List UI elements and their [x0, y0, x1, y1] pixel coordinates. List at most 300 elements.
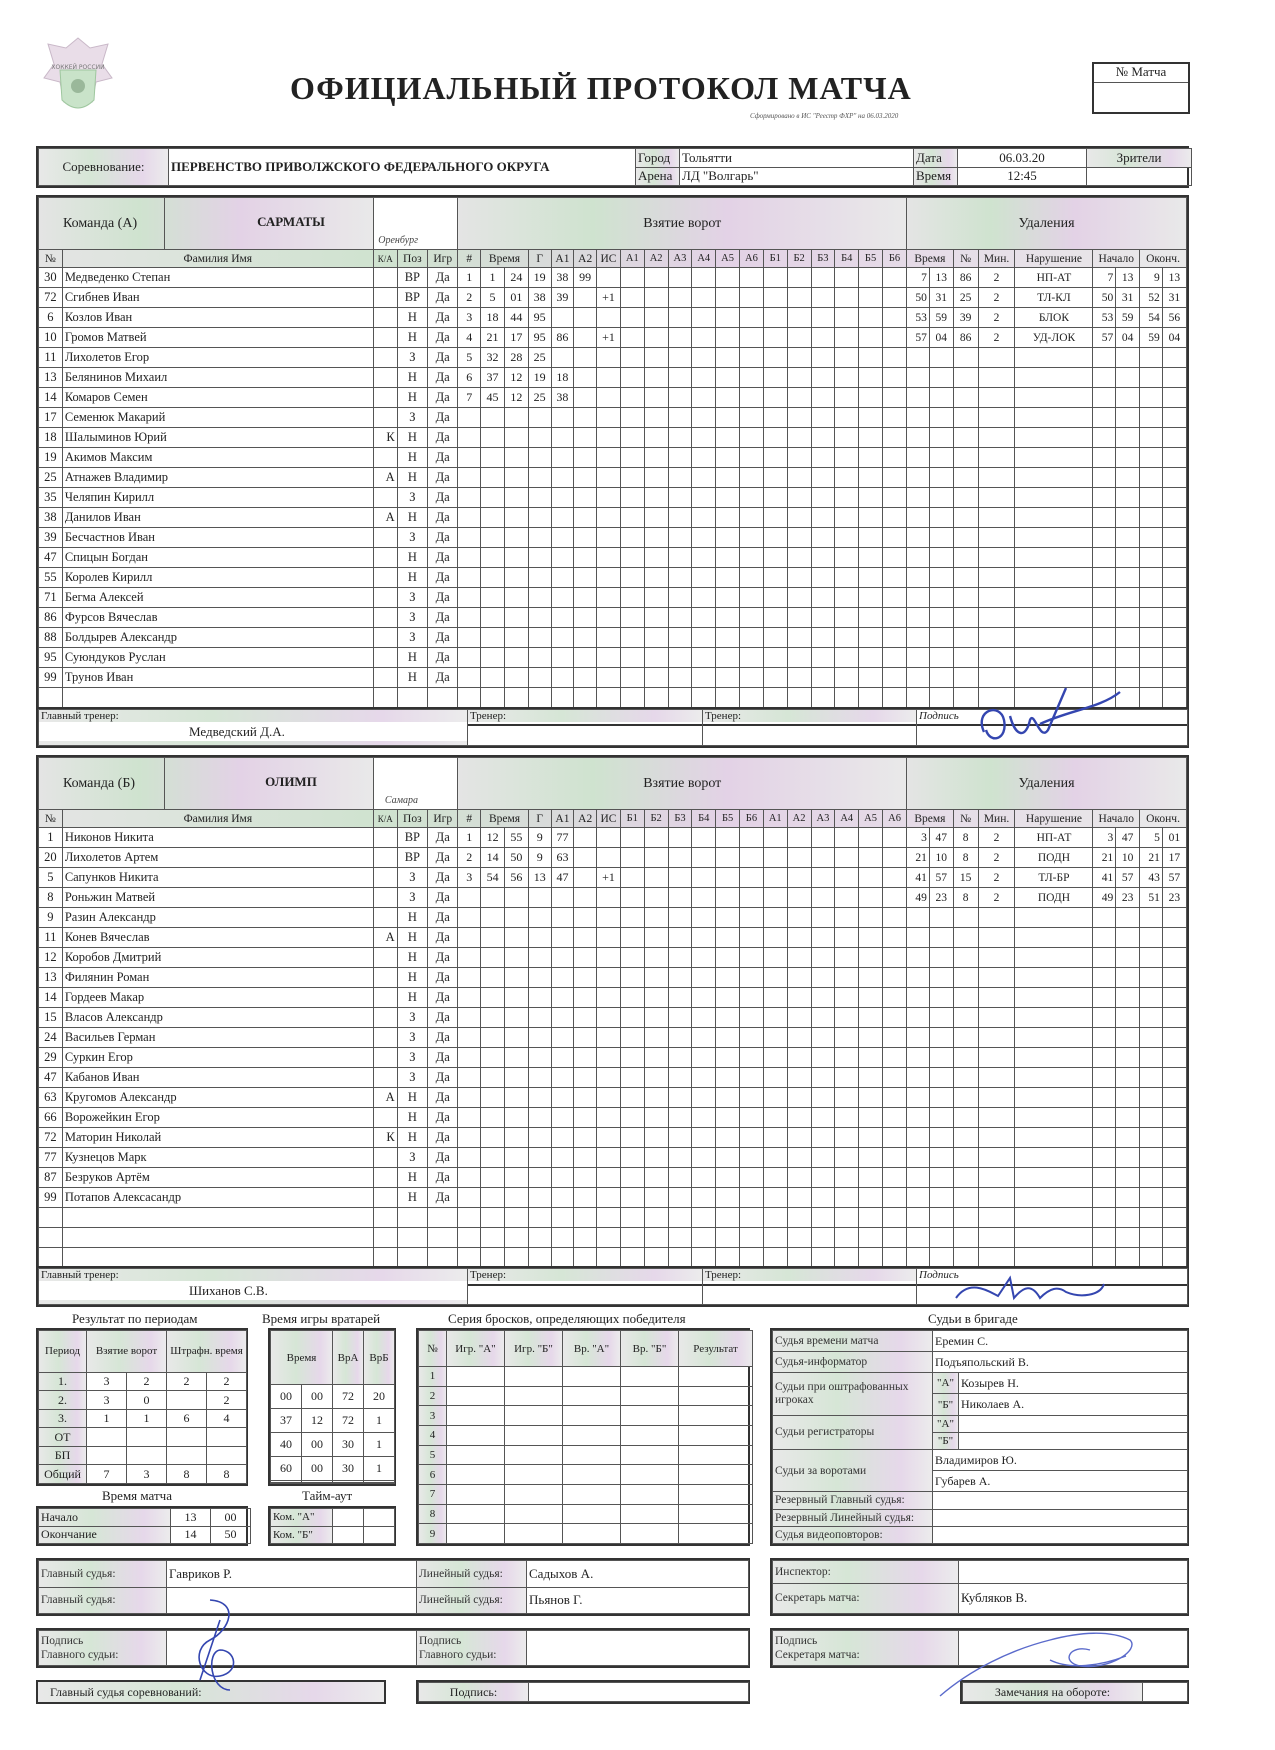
player-name: Белянинов Михаил [62, 368, 373, 388]
shootout-cell [505, 1425, 563, 1445]
penalty-num [953, 948, 978, 968]
goal-is [597, 888, 621, 908]
player-number: 77 [39, 1148, 63, 1168]
onice-cell [740, 308, 764, 328]
player-number: 17 [39, 408, 63, 428]
onice-cell [716, 1168, 740, 1188]
player-played: Да [428, 988, 458, 1008]
goal-ss [504, 408, 528, 428]
player-captain [373, 1168, 397, 1188]
pb-b-value: Николаев А. [959, 1394, 1188, 1415]
reserve-ref-label: Резервный Главный судья: [773, 1492, 933, 1509]
onice-cell [716, 1188, 740, 1208]
penalty-min [978, 588, 1015, 608]
onice-cell [859, 1208, 883, 1228]
onice-cell [644, 1068, 668, 1088]
goal-mm: 32 [481, 348, 505, 368]
goalie-row [271, 1409, 395, 1433]
onice-cell [763, 568, 787, 588]
onice-cell [859, 508, 883, 528]
page-subtitle: Сформировано в ИС "Реестр ФХР" на 06.03.2020 [750, 112, 899, 120]
goal-a2 [574, 1088, 597, 1108]
penalty-em [1140, 1228, 1163, 1248]
player-number: 11 [39, 348, 63, 368]
goal-ss: 50 [504, 848, 528, 868]
team_b-team-name-divider [164, 757, 165, 809]
onice-cell [668, 1228, 692, 1248]
player-captain [373, 948, 397, 968]
penalty-inf: ПОДН [1015, 848, 1093, 868]
onice-cell [763, 1148, 787, 1168]
player-position: ВР [397, 268, 427, 288]
player-captain [373, 288, 397, 308]
penalty-ss [929, 948, 953, 968]
onice-cell [835, 968, 859, 988]
player-number: 14 [39, 988, 63, 1008]
player-name: Филянин Роман [62, 968, 373, 988]
onice-cell [692, 348, 716, 368]
onice-cell [787, 1028, 811, 1048]
penalty-ss [929, 608, 953, 628]
onice-cell [740, 1048, 764, 1068]
goal-a1 [551, 1048, 574, 1068]
shootout-cell [505, 1386, 563, 1406]
player-played: Да [428, 868, 458, 888]
penalty-ss [929, 368, 953, 388]
player-played: Да [428, 648, 458, 668]
team_b-team-name: ОЛИМП [265, 774, 317, 789]
penalty-inf [1015, 488, 1093, 508]
team_b-h-onice-a-3: Б4 [692, 810, 716, 828]
penalty-em [1140, 608, 1163, 628]
penalty-es [1162, 428, 1186, 448]
penalty-ss [929, 508, 953, 528]
team_a-coach1-cell [468, 710, 703, 746]
player-captain [373, 1108, 397, 1128]
onice-cell [763, 288, 787, 308]
onice-cell [883, 1208, 907, 1228]
penalty-num [953, 908, 978, 928]
penalty-num [953, 348, 978, 368]
onice-cell [692, 1148, 716, 1168]
onice-cell [692, 648, 716, 668]
onice-cell [763, 828, 787, 848]
sig-main-ref-label-1: Подпись [41, 1635, 84, 1647]
onice-cell [644, 1188, 668, 1208]
penalty-es [1162, 1188, 1186, 1208]
onice-cell [716, 448, 740, 468]
penalty-ss [929, 1008, 953, 1028]
onice-cell [620, 428, 644, 448]
onice-cell [620, 828, 644, 848]
player-played: Да [428, 608, 458, 628]
onice-cell [787, 988, 811, 1008]
onice-cell [716, 908, 740, 928]
penalty-es [1162, 608, 1186, 628]
penalty-es [1162, 348, 1186, 368]
goal-n [458, 428, 481, 448]
onice-cell [763, 1188, 787, 1208]
player-played: Да [428, 908, 458, 928]
remarks-label: Замечания на обороте: [963, 1683, 1143, 1702]
team_b-h-played: Игр [428, 810, 458, 828]
onice-cell [787, 348, 811, 368]
onice-cell [740, 968, 764, 988]
player-captain [373, 408, 397, 428]
onice-cell [692, 1028, 716, 1048]
penalty-ss: 31 [929, 288, 953, 308]
team_b-head-coach-name: Шиханов С.В. [39, 1281, 467, 1300]
onice-cell [763, 668, 787, 688]
penalty-min [978, 1068, 1015, 1088]
penalty-em [1140, 908, 1163, 928]
team_a-h-onice-b-5: Б6 [882, 250, 906, 268]
goal-g [528, 1168, 551, 1188]
goal-is [597, 848, 621, 868]
onice-cell [883, 1008, 907, 1028]
player-captain [373, 888, 397, 908]
penalty-sm [1093, 528, 1116, 548]
team_a-team-label-text: Команда (А) [63, 215, 138, 231]
goal-n: 1 [458, 828, 481, 848]
onice-cell [883, 948, 907, 968]
goal-a2 [574, 528, 597, 548]
penalty-inf [1015, 468, 1093, 488]
onice-cell [692, 468, 716, 488]
goal-is [597, 528, 621, 548]
goal-mm [481, 988, 505, 1008]
goal-g: 25 [528, 388, 551, 408]
onice-cell [787, 668, 811, 688]
goal-mm [481, 428, 505, 448]
player-captain [373, 448, 397, 468]
onice-cell [787, 268, 811, 288]
onice-cell [859, 328, 883, 348]
goal-mm [481, 1248, 505, 1268]
onice-cell [716, 648, 740, 668]
goal-g [528, 888, 551, 908]
team_a-player-row [39, 588, 1187, 608]
penalty-ssec [1116, 1168, 1140, 1188]
onice-cell [787, 548, 811, 568]
penalty-num [953, 448, 978, 468]
player-played: Да [428, 428, 458, 448]
goal-a1 [551, 308, 574, 328]
team_b-player-row [39, 988, 1187, 1008]
goal-mm [481, 1008, 505, 1028]
goal-mm [481, 528, 505, 548]
goal-is [597, 948, 621, 968]
onice-cell [740, 828, 764, 848]
onice-cell [716, 668, 740, 688]
player-number [39, 688, 63, 708]
onice-cell [692, 988, 716, 1008]
team_b-team-label-text: Команда (Б) [63, 775, 136, 791]
goal-n [458, 908, 481, 928]
onice-cell [763, 308, 787, 328]
penalty-min [978, 648, 1015, 668]
goal-a2 [574, 408, 597, 428]
player-number: 1 [39, 828, 63, 848]
goal-g [528, 1008, 551, 1028]
match-number-box [1092, 62, 1190, 114]
penalty-inf [1015, 1088, 1093, 1108]
team_a-h-pen-end: Оконч. [1140, 250, 1187, 268]
goal-judge-2: Губарев А. [933, 1471, 1188, 1492]
onice-cell [835, 348, 859, 368]
goal-g: 25 [528, 348, 551, 368]
penalty-es [1162, 928, 1186, 948]
goal-mm [481, 1088, 505, 1108]
player-played: Да [428, 1168, 458, 1188]
goal-a2 [574, 1028, 597, 1048]
onice-cell [859, 588, 883, 608]
penalty-sm [1093, 1208, 1116, 1228]
informer-label: Судья-информатор [773, 1352, 933, 1373]
onice-cell [763, 1048, 787, 1068]
player-name [62, 688, 373, 708]
penalty-em [1140, 648, 1163, 668]
player-captain [373, 588, 397, 608]
onice-cell [668, 1248, 692, 1268]
onice-cell [740, 888, 764, 908]
penalty-mm [907, 348, 930, 368]
player-captain [373, 1068, 397, 1088]
goal-ss [504, 1048, 528, 1068]
onice-cell [859, 1088, 883, 1108]
player-name: Королев Кирилл [62, 568, 373, 588]
goalies-h-time: Время [271, 1331, 333, 1385]
onice-cell [811, 908, 835, 928]
penalty-ssec [1116, 408, 1140, 428]
time-value: 12:45 [958, 167, 1087, 186]
goalie-b: 20 [364, 1385, 395, 1409]
goal-ss [504, 1148, 528, 1168]
goal-ss [504, 1188, 528, 1208]
player-captain: А [373, 1088, 397, 1108]
competition-label: Соревнование: [39, 149, 169, 186]
shootout-cell [621, 1406, 679, 1426]
onice-cell [644, 988, 668, 1008]
penalty-min [978, 1028, 1015, 1048]
penalty-min [978, 948, 1015, 968]
player-name: Сапунков Никита [62, 868, 373, 888]
team_a-player-row [39, 528, 1187, 548]
onice-cell [620, 1108, 644, 1128]
onice-cell [811, 468, 835, 488]
goal-is [597, 1008, 621, 1028]
onice-cell [763, 448, 787, 468]
player-position: Н [397, 1088, 427, 1108]
penalty-sm [1093, 388, 1116, 408]
onice-cell [835, 548, 859, 568]
shootout-title: Серия бросков, определяющих победителя [448, 1311, 686, 1326]
onice-cell [668, 608, 692, 628]
team_a-h-played: Игр [428, 250, 458, 268]
shootout-cell [621, 1484, 679, 1504]
onice-cell [787, 1248, 811, 1268]
onice-cell [692, 1168, 716, 1188]
penalty-num: 25 [953, 288, 978, 308]
shootout-cell [447, 1445, 505, 1465]
onice-cell [716, 488, 740, 508]
player-position: З [397, 528, 427, 548]
player-number: 72 [39, 1128, 63, 1148]
player-played: Да [428, 1128, 458, 1148]
goal-a2 [574, 648, 597, 668]
onice-cell [644, 1128, 668, 1148]
goal-ss: 56 [504, 868, 528, 888]
penalty-mm [907, 908, 930, 928]
goal-n [458, 488, 481, 508]
onice-cell [620, 1088, 644, 1108]
goal-a1: 77 [551, 828, 574, 848]
goal-n: 3 [458, 868, 481, 888]
penalty-sm [1093, 448, 1116, 468]
onice-cell [716, 308, 740, 328]
penalty-min [978, 1228, 1015, 1248]
penalty-em [1140, 688, 1163, 708]
penalty-mm [907, 928, 930, 948]
onice-cell [668, 348, 692, 368]
onice-cell [668, 528, 692, 548]
shootout-cell [563, 1425, 621, 1445]
onice-cell [811, 668, 835, 688]
periods-h-goals: Взятие ворот [87, 1331, 167, 1373]
player-played: Да [428, 348, 458, 368]
player-name: Медведенко Степан [62, 268, 373, 288]
player-position: Н [397, 568, 427, 588]
penalty-num: 15 [953, 868, 978, 888]
team_b-player-row [39, 1228, 1187, 1248]
player-name: Лихолетов Артем [62, 848, 373, 868]
player-number: 25 [39, 468, 63, 488]
goal-mm [481, 1168, 505, 1188]
player-captain [373, 1188, 397, 1208]
goal-is [597, 1028, 621, 1048]
goal-is [597, 468, 621, 488]
penalty-es: 56 [1162, 308, 1186, 328]
penalty-mm [907, 608, 930, 628]
match-end-label: Окончание [39, 1526, 171, 1544]
penalty-mm [907, 1188, 930, 1208]
onice-cell [692, 328, 716, 348]
onice-cell [811, 868, 835, 888]
team_a-player-row [39, 308, 1187, 328]
goal-mm [481, 548, 505, 568]
penalty-ssec [1116, 528, 1140, 548]
player-played: Да [428, 968, 458, 988]
goalie-b: 1 [364, 1409, 395, 1433]
goal-mm [481, 508, 505, 528]
goal-is [597, 688, 621, 708]
penalty-em [1140, 1188, 1163, 1208]
player-number: 71 [39, 588, 63, 608]
goal-n: 4 [458, 328, 481, 348]
goal-mm [481, 448, 505, 468]
penalty-es [1162, 508, 1186, 528]
team_a-h-onice-b-3: Б4 [835, 250, 859, 268]
player-captain [373, 488, 397, 508]
penalty-mm [907, 1228, 930, 1248]
goal-a1 [551, 668, 574, 688]
penalty-ss: 47 [929, 828, 953, 848]
goal-g [528, 928, 551, 948]
onice-cell [811, 368, 835, 388]
onice-cell [835, 608, 859, 628]
penalty-ss: 57 [929, 868, 953, 888]
penalty-es: 31 [1162, 288, 1186, 308]
onice-cell [644, 288, 668, 308]
team_b-h-num: № [39, 810, 63, 828]
penalty-sm [1093, 1188, 1116, 1208]
onice-cell [716, 1208, 740, 1228]
goal-a1 [551, 1088, 574, 1108]
player-number: 30 [39, 268, 63, 288]
onice-cell [835, 688, 859, 708]
onice-cell [787, 368, 811, 388]
penalty-ssec: 31 [1116, 288, 1140, 308]
penalty-em [1140, 988, 1163, 1008]
period-pim-b: 4 [207, 1409, 247, 1428]
onice-cell [668, 1048, 692, 1068]
onice-cell [859, 1068, 883, 1088]
goal-a2 [574, 1108, 597, 1128]
officials-title: Судьи в бригаде [928, 1311, 1018, 1326]
team_a-player-row [39, 548, 1187, 568]
player-captain [373, 668, 397, 688]
shootout-row [419, 1465, 753, 1485]
penalty-min [978, 488, 1015, 508]
goal-mm [481, 608, 505, 628]
onice-cell [620, 548, 644, 568]
goal-a2 [574, 668, 597, 688]
onice-cell [787, 1188, 811, 1208]
goal-g [528, 988, 551, 1008]
onice-cell [763, 968, 787, 988]
goal-a1 [551, 448, 574, 468]
penalty-sm: 21 [1093, 848, 1116, 868]
goalie-a [333, 1482, 364, 1484]
onice-cell [883, 1108, 907, 1128]
onice-cell [882, 388, 906, 408]
goal-g [528, 468, 551, 488]
penalty-min [978, 528, 1015, 548]
penalty-em [1140, 468, 1163, 488]
goal-a2 [574, 968, 597, 988]
goal-a1 [551, 1148, 574, 1168]
onice-cell [668, 948, 692, 968]
goal-g [528, 488, 551, 508]
onice-cell [763, 948, 787, 968]
goal-ss [504, 608, 528, 628]
team_b-h-onice-b-3: А4 [835, 810, 859, 828]
goal-is [597, 488, 621, 508]
penalty-ss: 59 [929, 308, 953, 328]
onice-cell [644, 928, 668, 948]
penalty-ssec [1116, 1128, 1140, 1148]
player-captain [373, 1028, 397, 1048]
period-name: БП [39, 1446, 87, 1465]
onice-cell [644, 1248, 668, 1268]
penalty-es [1162, 1208, 1186, 1228]
onice-cell [740, 1248, 764, 1268]
goal-n: 2 [458, 848, 481, 868]
goal-mm: 37 [481, 368, 505, 388]
penalty-sm [1093, 648, 1116, 668]
onice-cell [787, 648, 811, 668]
onice-cell [644, 388, 668, 408]
